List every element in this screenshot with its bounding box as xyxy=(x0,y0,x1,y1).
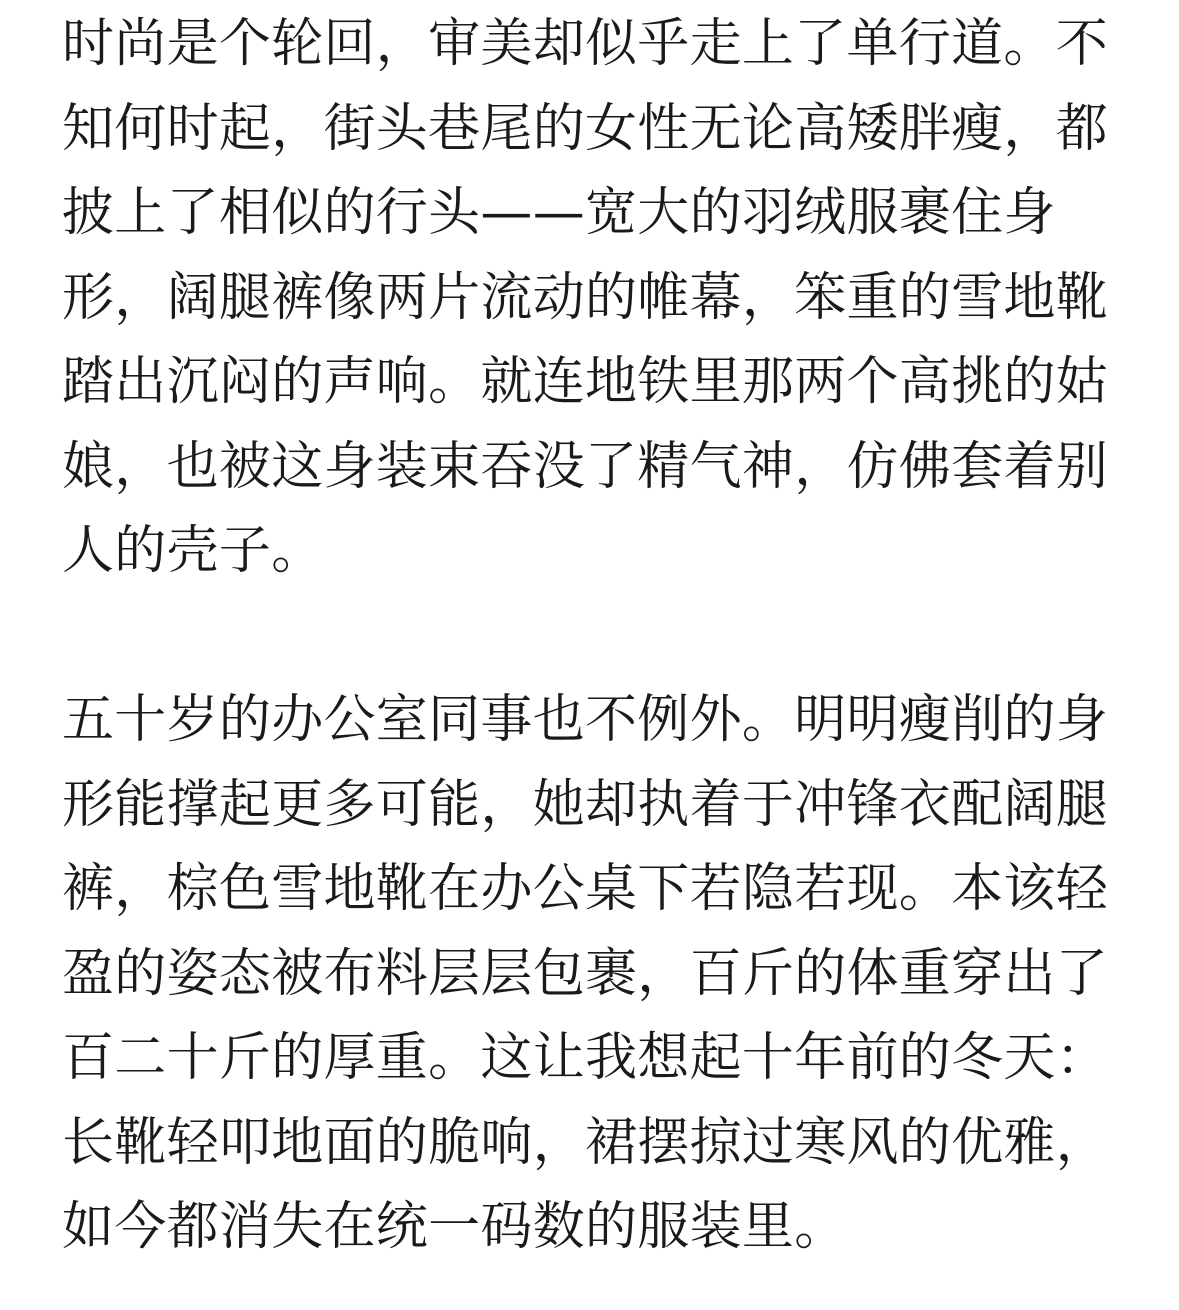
article-body xyxy=(62,0,1122,1270)
paragraph-1 xyxy=(62,2,1122,594)
text-line: 形能撑起更多可能，她却执着于冲锋衣配阔腿 xyxy=(62,774,1109,835)
text-line: 百二十斤的厚重。这让我想起十年前的冬天： xyxy=(62,1028,1109,1088)
text-line: 裤，棕色雪地靴在办公桌下若隐若现。本该轻 xyxy=(62,859,1109,919)
text-line: 踏出沉闷的声响。就连地铁里那两个高挑的姑 xyxy=(62,352,1109,412)
paragraph-2 xyxy=(62,678,1122,1270)
text-line: 如今都消失在统一码数的服装里。 xyxy=(62,1197,847,1257)
paragraph-gap xyxy=(62,594,1122,679)
text-line: 五十岁的办公室同事也不例外。明明瘦削的身 xyxy=(62,690,1109,750)
text-line: 长靴轻叩地面的脆响，裙摆掠过寒风的优雅， xyxy=(62,1112,1109,1173)
text-line: 形，阔腿裤像两片流动的帷幕，笨重的雪地靴 xyxy=(62,267,1109,328)
text-line: 披上了相似的行头——宽大的羽绒服裹住身 xyxy=(62,183,1056,243)
text-line: 盈的姿态被布料层层包裹，百斤的体重穿出了 xyxy=(62,943,1109,1004)
text-line: 时尚是个轮回，审美却似乎走上了单行道。不 xyxy=(62,14,1109,74)
text-line: 人的壳子。 xyxy=(62,521,324,581)
text-line: 知何时起，街头巷尾的女性无论高矮胖瘦，都 xyxy=(62,98,1109,159)
text-line: 娘，也被这身装束吞没了精气神，仿佛套着别 xyxy=(62,436,1109,497)
